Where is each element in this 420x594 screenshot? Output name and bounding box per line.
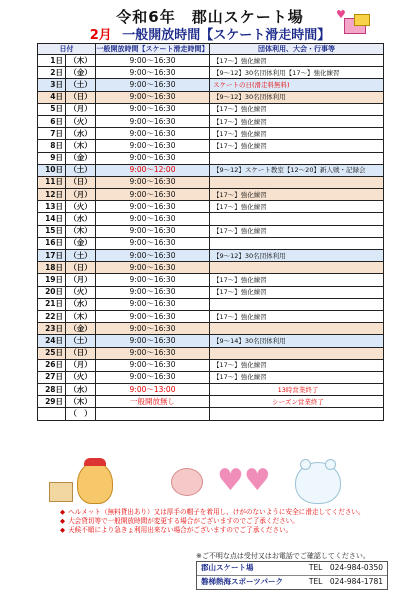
table-row xyxy=(38,91,384,103)
cell-date: 11日 xyxy=(38,176,66,188)
cell-event: 【17～】強化練習 xyxy=(210,140,384,152)
cell-day: （月） xyxy=(66,103,96,115)
cell-event xyxy=(210,152,384,164)
schedule-rows xyxy=(38,55,384,421)
contact-row xyxy=(197,562,387,575)
cell-date: 25日 xyxy=(38,347,66,359)
table-row xyxy=(38,189,384,201)
gift-icon: ♥ xyxy=(342,10,368,32)
facility-tel: TEL 024-984-0350 xyxy=(308,563,383,572)
cell-day: （ ） xyxy=(66,408,96,420)
cell-date: 27日 xyxy=(38,371,66,383)
table-row xyxy=(38,79,384,91)
cell-date: 19日 xyxy=(38,274,66,286)
table-row xyxy=(38,225,384,237)
cell-day: （金） xyxy=(66,237,96,249)
table-row xyxy=(38,140,384,152)
cell-event: 【9～12】30名団体利用 xyxy=(210,250,384,262)
cell-time: 9:00～16:30 xyxy=(96,237,210,249)
cell-time: 9:00～16:30 xyxy=(96,128,210,140)
month-label: 2月 xyxy=(89,28,112,43)
table-row xyxy=(38,371,384,383)
table-row xyxy=(38,152,384,164)
cell-event xyxy=(210,213,384,225)
cell-event: 【17～】強化練習 xyxy=(210,55,384,67)
cell-time: 9:00～16:30 xyxy=(96,359,210,371)
facility-name: 磐梯熱海スポーツパーク xyxy=(201,577,284,586)
cell-event: 【17～】強化練習 xyxy=(210,103,384,115)
cell-day: （金） xyxy=(66,152,96,164)
cell-day: （日） xyxy=(66,262,96,274)
cell-day: （木） xyxy=(66,396,96,408)
cell-time: 9:00～16:30 xyxy=(96,79,210,91)
cell-date: 10日 xyxy=(38,164,66,176)
cell-day: （金） xyxy=(66,323,96,335)
cell-date: 4日 xyxy=(38,91,66,103)
table-row xyxy=(38,384,384,396)
cell-time: 9:00～16:30 xyxy=(96,91,210,103)
cell-event: 【17～】強化練習 xyxy=(210,189,384,201)
cell-date: 3日 xyxy=(38,79,66,91)
cell-time: 9:00～16:30 xyxy=(96,225,210,237)
cell-date: 24日 xyxy=(38,335,66,347)
cell-event: 【17～】強化練習 xyxy=(210,201,384,213)
cell-event: 【17～】強化練習 xyxy=(210,225,384,237)
cell-time: 9:00～16:30 xyxy=(96,371,210,383)
cell-date: 1日 xyxy=(38,55,66,67)
table-row xyxy=(38,115,384,127)
cell-event: 13時営業終了 xyxy=(210,384,384,396)
table-row xyxy=(38,274,384,286)
cell-time: 9:00～16:30 xyxy=(96,335,210,347)
cell-day: （日） xyxy=(66,347,96,359)
cell-event: 【9～12】30名団体利用 xyxy=(210,91,384,103)
cell-day: （水） xyxy=(66,128,96,140)
cake-icon xyxy=(49,482,73,502)
cell-event xyxy=(210,408,384,420)
table-row xyxy=(38,396,384,408)
cell-date: 16日 xyxy=(38,237,66,249)
notes-list xyxy=(60,508,365,535)
cell-time: 9:00～16:30 xyxy=(96,176,210,188)
page-title: 令和6年 郡山スケート場 xyxy=(116,8,304,26)
cell-day: （土） xyxy=(66,164,96,176)
cell-day: （月） xyxy=(66,359,96,371)
cell-day: （月） xyxy=(66,274,96,286)
cell-date: 6日 xyxy=(38,115,66,127)
cell-time: 9:00～16:30 xyxy=(96,347,210,359)
table-row xyxy=(38,323,384,335)
cell-date: 5日 xyxy=(38,103,66,115)
table-row xyxy=(38,286,384,298)
cell-time: 一般開放無し xyxy=(96,396,210,408)
cell-day: （日） xyxy=(66,176,96,188)
cell-date: 28日 xyxy=(38,384,66,396)
cell-time: 9:00～16:30 xyxy=(96,286,210,298)
mascot-character xyxy=(77,462,113,504)
table-row xyxy=(38,262,384,274)
cell-date: 12日 xyxy=(38,189,66,201)
note-item: ◆ 天候不順により急きょ利用出来ない場合がございますのでご了承ください。 xyxy=(60,526,293,534)
cell-date: 26日 xyxy=(38,359,66,371)
cell-time: 9:00～16:30 xyxy=(96,262,210,274)
cell-time: 9:00～16:30 xyxy=(96,323,210,335)
cell-event: 【17～】強化練習 xyxy=(210,286,384,298)
cell-event xyxy=(210,323,384,335)
table-row xyxy=(38,359,384,371)
cell-date: 18日 xyxy=(38,262,66,274)
cell-time: 9:00～16:30 xyxy=(96,152,210,164)
cell-day: （月） xyxy=(66,189,96,201)
cell-event xyxy=(210,262,384,274)
cell-date: 2日 xyxy=(38,67,66,79)
table-row xyxy=(38,237,384,249)
cell-date: 20日 xyxy=(38,286,66,298)
table-row xyxy=(38,164,384,176)
cell-day: （水） xyxy=(66,213,96,225)
cell-day: （土） xyxy=(66,250,96,262)
cell-day: （水） xyxy=(66,298,96,310)
pig-character xyxy=(171,468,203,496)
cell-date: 17日 xyxy=(38,250,66,262)
hearts-icon: ♥♥ xyxy=(217,463,271,498)
table-row xyxy=(38,213,384,225)
table-row xyxy=(38,408,384,420)
cell-time: 9:00～16:30 xyxy=(96,310,210,322)
cell-date: 7日 xyxy=(38,128,66,140)
cell-event xyxy=(210,347,384,359)
table-header-row xyxy=(38,44,384,55)
cell-time: 9:00～16:30 xyxy=(96,250,210,262)
schedule-table xyxy=(37,43,384,421)
polar-bear-character xyxy=(295,462,341,504)
table-row xyxy=(38,335,384,347)
contact-box xyxy=(196,561,388,590)
cell-time: 9:00～16:30 xyxy=(96,103,210,115)
cell-time: 9:00～16:30 xyxy=(96,189,210,201)
cell-day: （水） xyxy=(66,384,96,396)
cell-event xyxy=(210,298,384,310)
cell-day: （火） xyxy=(66,201,96,213)
cell-event xyxy=(210,176,384,188)
cell-date: 21日 xyxy=(38,298,66,310)
cell-day: （土） xyxy=(66,79,96,91)
table-row xyxy=(38,67,384,79)
cell-time: 9:00～16:30 xyxy=(96,115,210,127)
cell-time: 9:00～16:30 xyxy=(96,213,210,225)
cell-day: （火） xyxy=(66,286,96,298)
cell-time: 9:00～16:30 xyxy=(96,55,210,67)
cell-time xyxy=(96,408,210,420)
cell-date: 8日 xyxy=(38,140,66,152)
cell-day: （木） xyxy=(66,310,96,322)
cell-day: （土） xyxy=(66,335,96,347)
facility-name: 郡山スケート場 xyxy=(201,563,254,572)
note-item: ◆ ヘルメット（無料貸出あり）又は厚手の帽子を着用し、けがのないように安全に滑走してください。 xyxy=(60,508,365,516)
cell-event: 【17～】強化練習 xyxy=(210,359,384,371)
cell-date: 29日 xyxy=(38,396,66,408)
note-item: ◆ 大会貸切等で一般開放時間が変更する場合がございますのでご了承ください。 xyxy=(60,517,299,525)
table-row xyxy=(38,103,384,115)
cell-event xyxy=(210,237,384,249)
contact-row xyxy=(197,575,387,589)
decoration-illustrations xyxy=(37,460,383,506)
cell-event: 【9～14】30名団体利用 xyxy=(210,335,384,347)
contact-note: ※ご不明な点は受付又はお電話でご確認してください。 xyxy=(196,552,370,560)
cell-date: 14日 xyxy=(38,213,66,225)
cell-event: 【17～】強化練習 xyxy=(210,310,384,322)
table-row xyxy=(38,201,384,213)
cell-day: （火） xyxy=(66,371,96,383)
cell-time: 9:00～16:30 xyxy=(96,298,210,310)
table-row xyxy=(38,310,384,322)
facility-tel: TEL 024-984-1781 xyxy=(308,577,383,586)
cell-day: （日） xyxy=(66,91,96,103)
cell-date: 9日 xyxy=(38,152,66,164)
cell-day: （火） xyxy=(66,115,96,127)
cell-date xyxy=(38,408,66,420)
cell-event: 【17～】強化練習 xyxy=(210,128,384,140)
cell-date: 22日 xyxy=(38,310,66,322)
table-row xyxy=(38,128,384,140)
cell-time: 9:00～12:00 xyxy=(96,164,210,176)
cell-time: 9:00～13:00 xyxy=(96,384,210,396)
cell-time: 9:00～16:30 xyxy=(96,274,210,286)
cell-date: 15日 xyxy=(38,225,66,237)
table-row xyxy=(38,176,384,188)
cell-date: 13日 xyxy=(38,201,66,213)
header-date: 日付 xyxy=(38,44,96,55)
header-open-time: 一般開放時間【スケート滑走時間】 xyxy=(96,45,209,53)
cell-time: 9:00～16:30 xyxy=(96,201,210,213)
cell-event: 【9～12】30名団体利用【17～】強化練習 xyxy=(210,67,384,79)
cell-day: （木） xyxy=(66,140,96,152)
cell-event: 【17～】強化練習 xyxy=(210,371,384,383)
cell-event: 【17～】強化練習 xyxy=(210,115,384,127)
header-events: 団体利用、大会・行事等 xyxy=(210,44,384,55)
subtitle-label: 一般開放時間【スケート滑走時間】 xyxy=(122,28,331,43)
cell-event: スケートの日(滑走料無料) xyxy=(210,79,384,91)
table-row xyxy=(38,347,384,359)
cell-date: 23日 xyxy=(38,323,66,335)
cell-day: （金） xyxy=(66,67,96,79)
cell-event: 【17～】強化練習 xyxy=(210,274,384,286)
cell-event: シーズン営業終了 xyxy=(210,396,384,408)
table-row xyxy=(38,250,384,262)
table-row xyxy=(38,55,384,67)
table-row xyxy=(38,298,384,310)
cell-day: （木） xyxy=(66,55,96,67)
cell-time: 9:00～16:30 xyxy=(96,140,210,152)
cell-day: （木） xyxy=(66,225,96,237)
cell-time: 9:00～16:30 xyxy=(96,67,210,79)
cell-event: 【9～12】スケート教室【12～20】新人戦・記録会 xyxy=(210,164,384,176)
